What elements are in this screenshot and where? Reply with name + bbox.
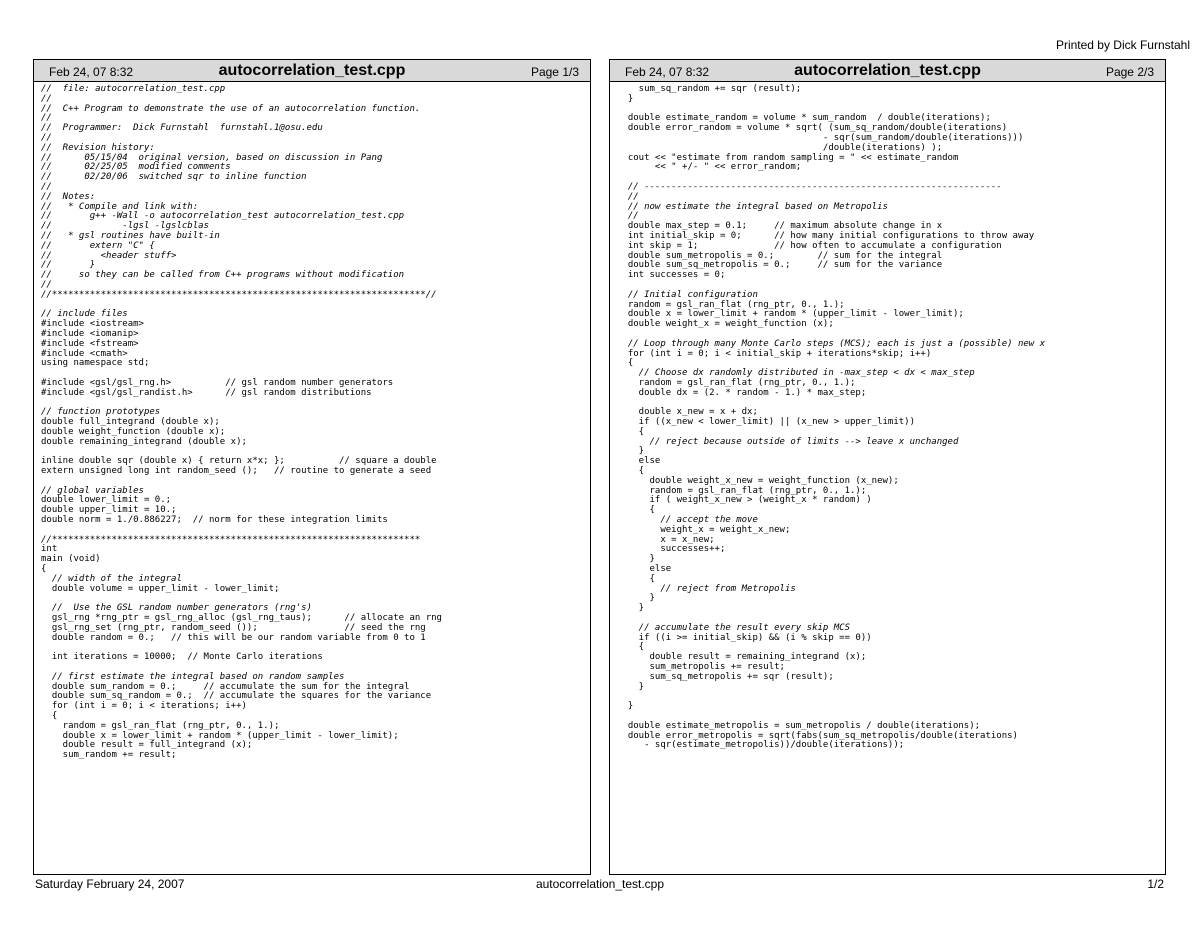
code-line: #include <gsl/gsl_randist.h> // gsl random distributions — [41, 387, 372, 398]
code-line: double max_step = 0.1; // maximum absolute change in x — [617, 221, 943, 232]
code-line: // width of the integral — [41, 573, 182, 584]
code-line: } — [617, 681, 645, 692]
code-line: - sqr(sum_random/double(iterations))) — [617, 132, 1024, 143]
code-line: { — [41, 711, 58, 721]
code-line: sum_random += result; — [41, 750, 177, 761]
code-line: // — [41, 181, 52, 192]
code-line: } — [617, 701, 634, 712]
code-line: // Choose dx randomly distributed in -max_step < dx < max_step — [617, 368, 975, 379]
code-line: extern unsigned long int random_seed (); // routine to generate a seed — [41, 466, 432, 477]
code-line: gsl_rng *rng_ptr = gsl_rng_alloc (gsl_rng_taus); // allocate an rng — [41, 613, 442, 624]
code-line: double x = lower_limit + random * (upper_limit - lower_limit); — [617, 309, 964, 320]
code-line: // reject from Metropolis — [617, 583, 796, 594]
code-line: double x_new = x + dx; — [617, 407, 758, 418]
code-line: int iterations = 10000; // Monte Carlo iterations — [41, 652, 323, 663]
code-line: // } — [41, 260, 96, 271]
code-line: { — [617, 426, 645, 437]
code-line: double remaining_integrand (double x); — [41, 436, 247, 447]
code-line: // Initial configuration — [617, 289, 758, 300]
code-line: // function prototypes — [41, 407, 161, 418]
code-line: // — [41, 113, 52, 124]
code-line: else — [617, 456, 661, 467]
code-page-1 — [33, 59, 591, 875]
code-line: double sum_random = 0.; // accumulate the sum for the integral — [41, 681, 410, 692]
code-line: double volume = upper_limit - lower_limit; — [41, 583, 280, 594]
code-line: #include <gsl/gsl_rng.h> // gsl random number generators — [41, 377, 394, 388]
code-line: int initial_skip = 0; // how many initial configurations to throw away — [617, 230, 1035, 241]
code-line: // file: autocorrelation_test.cpp — [41, 84, 226, 94]
code-line: // — [41, 279, 52, 290]
code-line: // include files — [41, 309, 128, 320]
code-line: double dx = (2. * random - 1.) * max_step; — [617, 387, 867, 398]
code-line: int — [41, 544, 58, 555]
code-line: // first estimate the integral based on random samples — [41, 671, 345, 682]
code-line: { — [617, 466, 645, 477]
code-line: sum_sq_random += sqr (result); — [617, 84, 802, 94]
code-line: if ((i >= initial_skip) && (i % skip == 0)) — [617, 632, 872, 643]
code-line: // accept the move — [617, 515, 758, 526]
code-line: if ((x_new < lower_limit) || (x_new > upper_limit)) — [617, 417, 916, 428]
code-line: #include <iostream> — [41, 319, 144, 330]
code-line: random = gsl_ran_flat (rng_ptr, 0., 1.); — [617, 485, 867, 496]
code-line — [617, 692, 1165, 702]
code-line: gsl_rng_set (rng_ptr, random_seed ()); // seed the rng — [41, 622, 426, 633]
code-line: // -lgsl -lgslcblas — [41, 221, 209, 232]
code-line: /double(iterations) ); — [617, 142, 943, 153]
code-line: double error_random = volume * sqrt( (sum_sq_random/double(iterations) — [617, 123, 1008, 134]
code-line: double norm = 1./0.886227; // norm for these integration limits — [41, 515, 388, 526]
code-line: successes++; — [617, 544, 726, 555]
code-line: // so they can be called from C++ programs without modification — [41, 270, 405, 281]
code-line: } — [617, 603, 645, 614]
page-number: Page 1/3 — [530, 65, 579, 79]
code-line: sum_sq_metropolis += sqr (result); — [617, 671, 834, 682]
code-line: x = x_new; — [617, 534, 715, 545]
page-filename: autocorrelation_test.cpp — [218, 62, 406, 79]
code-line: { — [617, 358, 634, 369]
code-line: // * Compile and link with: — [41, 201, 199, 212]
footer-page-count: 1/2 — [1147, 877, 1164, 891]
code-line: double full_integrand (double x); — [41, 417, 220, 428]
code-line: // 05/15/04 original version, based on discussion in Pang — [41, 152, 383, 163]
code-line: sum_metropolis += result; — [617, 662, 785, 673]
code-line: // g++ -Wall -o autocorrelation_test autocorrelation_test.cpp — [41, 211, 405, 222]
code-line: random = gsl_ran_flat (rng_ptr, 0., 1.); — [41, 720, 280, 731]
page-header — [610, 60, 1165, 82]
code-line: // extern "C" { — [41, 240, 155, 251]
code-line: double weight_x = weight_function (x); — [617, 319, 834, 330]
code-line: for (int i = 0; i < initial_skip + iterations*skip; i++) — [617, 348, 932, 359]
code-line: } — [617, 554, 655, 565]
code-line: int skip = 1; // how often to accumulate a configuration — [617, 240, 1002, 251]
code-line: { — [617, 642, 645, 653]
code-line: weight_x = weight_x_new; — [617, 524, 791, 535]
code-line: //*********************************************************************// — [41, 289, 437, 300]
page-date: Feb 24, 07 8:32 — [49, 65, 134, 79]
code-listing — [610, 82, 1165, 870]
code-line: int successes = 0; — [617, 270, 726, 281]
code-line: double sum_sq_metropolis = 0.; // sum for the variance — [617, 260, 943, 271]
code-line: { — [617, 573, 655, 584]
code-line: // accumulate the result every skip MCS — [617, 622, 850, 633]
code-line: { — [41, 564, 47, 575]
code-line: } — [617, 446, 645, 457]
code-line: // ------------------------------------------------------------------ — [617, 181, 1002, 192]
code-line: // 02/25/05 modified comments — [41, 162, 231, 173]
code-line: } — [617, 93, 634, 104]
code-line: random = gsl_ran_flat (rng_ptr, 0., 1.); — [617, 299, 845, 310]
code-line: // — [41, 132, 52, 143]
code-line: double sum_sq_random = 0.; // accumulate the squares for the variance — [41, 691, 432, 702]
code-line: } — [617, 593, 655, 604]
code-line: //******************************************************************** — [41, 534, 421, 545]
code-line: // global variables — [41, 485, 144, 496]
code-listing — [34, 82, 590, 870]
code-line: double x = lower_limit + random * (upper_limit - lower_limit); — [41, 730, 399, 741]
code-line: #include <iomanip> — [41, 328, 139, 339]
code-line: // now estimate the integral based on Metropolis — [617, 201, 888, 212]
code-line: { — [617, 505, 655, 516]
code-line: double error_metropolis = sqrt(fabs(sum_sq_metropolis/double(iterations) — [617, 730, 1018, 741]
code-line: // Programmer: Dick Furnstahl furnstahl.1@osu.edu — [41, 123, 323, 134]
code-line: double sum_metropolis = 0.; // sum for the integral — [617, 250, 943, 261]
code-line: << " +/- " << error_random; — [617, 162, 802, 173]
printed-by-label: Printed by Dick Furnstahl — [1055, 38, 1190, 52]
code-line: // Loop through many Monte Carlo steps (MCS); each is just a (possible) new x — [617, 338, 1046, 349]
page-filename: autocorrelation_test.cpp — [794, 62, 981, 79]
code-line: if ( weight_x_new > (weight_x * random) ) — [617, 495, 872, 506]
page-header — [34, 60, 590, 82]
code-line: // 02/20/06 switched sqr to inline function — [41, 172, 307, 183]
code-line: double estimate_metropolis = sum_metropolis / double(iterations); — [617, 720, 981, 731]
page-number: Page 2/3 — [1105, 65, 1154, 79]
code-line: // — [617, 211, 639, 222]
code-line: using namespace std; — [41, 358, 150, 369]
code-line: double weight_x_new = weight_function (x_new); — [617, 475, 899, 486]
code-line: // <header stuff> — [41, 250, 177, 261]
code-line: double random = 0.; // this will be our random variable from 0 to 1 — [41, 632, 426, 643]
code-line: main (void) — [41, 554, 101, 565]
code-line: else — [617, 564, 672, 575]
code-line: double lower_limit = 0.; — [41, 495, 172, 506]
code-line: #include <fstream> — [41, 338, 139, 349]
code-line: // Notes: — [41, 191, 96, 202]
code-line: // — [41, 93, 52, 104]
code-line: double result = remaining_integrand (x); — [617, 652, 867, 663]
code-line: // — [617, 191, 639, 202]
code-line: // reject because outside of limits --> leave x unchanged — [617, 436, 959, 447]
code-page-2 — [609, 59, 1166, 875]
code-line: cout << "estimate from random sampling = " << estimate_random — [617, 152, 959, 163]
code-line: double weight_function (double x); — [41, 426, 226, 437]
footer-date: Saturday February 24, 2007 — [35, 877, 185, 891]
code-line: double result = full_integrand (x); — [41, 740, 253, 751]
code-line: // Revision history: — [41, 142, 155, 153]
code-line: // * gsl routines have built-in — [41, 230, 220, 241]
code-line: #include <cmath> — [41, 348, 128, 359]
code-line: inline double sqr (double x) { return x*x; }; // square a double — [41, 456, 437, 467]
footer-filename: autocorrelation_test.cpp — [535, 877, 665, 891]
code-line: for (int i = 0; i < iterations; i++) — [41, 701, 247, 712]
code-line: // C++ Program to demonstrate the use of an autocorrelation function. — [41, 103, 421, 114]
code-line: double upper_limit = 10.; — [41, 505, 177, 516]
code-line: double estimate_random = volume * sum_random / double(iterations); — [617, 113, 991, 124]
code-line: - sqr(estimate_metropolis))/double(iterations)); — [617, 740, 905, 751]
code-line: random = gsl_ran_flat (rng_ptr, 0., 1.); — [617, 377, 856, 388]
code-line: // Use the GSL random number generators (rng's) — [41, 603, 312, 614]
page-date: Feb 24, 07 8:32 — [625, 65, 710, 79]
